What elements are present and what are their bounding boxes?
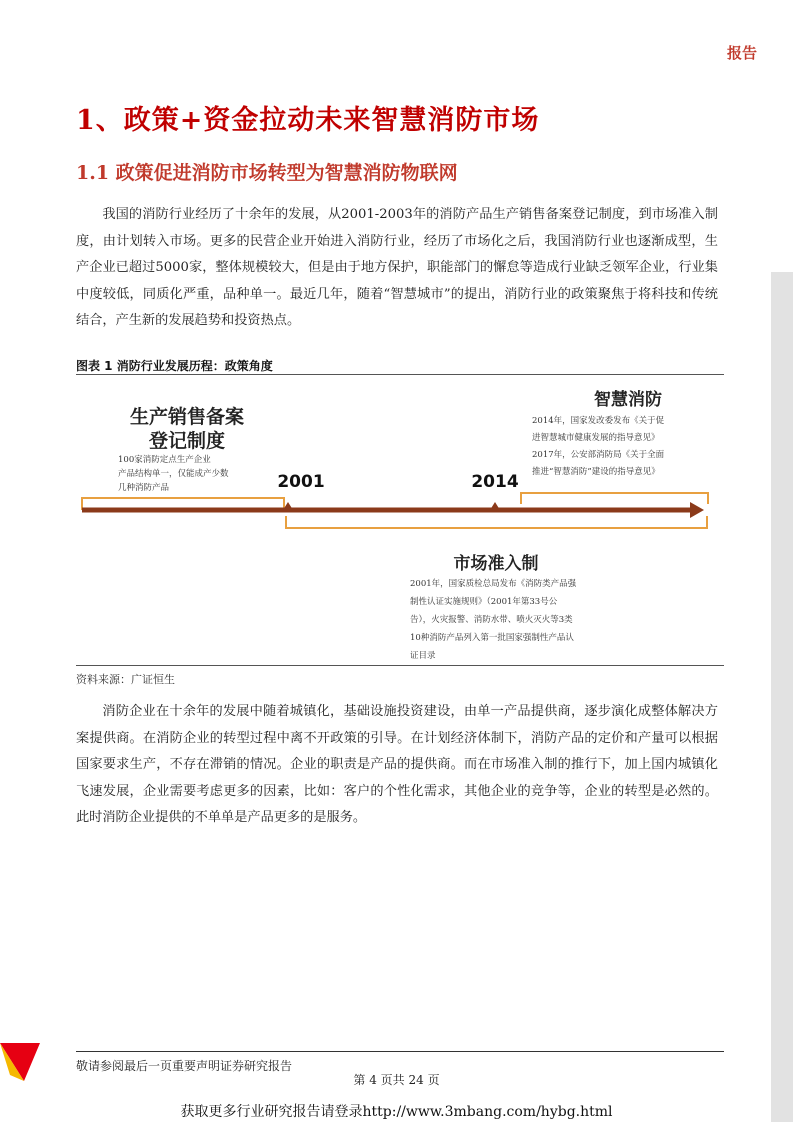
- year-2001: 2001: [277, 472, 325, 492]
- figure-source: 资料来源：广证恒生: [76, 673, 175, 686]
- stage3-desc-line4: 推进“智慧消防”建设的指导意见》: [532, 467, 660, 477]
- intro-paragraph: 我国的消防行业经历了十余年的发展，从2001-2003年的消防产品生产销售备案登记制度，到市场准入制度，由计划转入市场。更多的民营企业开始进入消防行业，经历了市场化之后，我国消防行业也逐渐成型，生产企业已超过5000家，整体规模较大，但是由于地方保护，职能部门的懈怠等造成行业缺乏领军企业，行业集中度较低，同质化严重，品种单一。最近几年，随着“智慧城市”的提出，消防行业的政策聚焦于将科技和传统结合，产生新的发展趋势和投资热点。: [76, 207, 718, 328]
- side-scroll-bar[interactable]: [771, 272, 793, 1122]
- stage2-desc-line2: 制性认证实施规则》（2001年第33号公: [410, 597, 558, 607]
- subsection-heading: 1.1 政策促进消防市场转型为智慧消防物联网: [76, 162, 458, 184]
- figure-top-rule: [76, 374, 724, 375]
- stage3-title: 智慧消防: [594, 390, 662, 410]
- body-paragraph: 消防企业在十余年的发展中随着城镇化，基础设施投资建设，由单一产品提供商，逐步演化成整体解决方案提供商。在消防企业的转型过程中离不开政策的引导。在计划经济体制下，消防产品的定价和产量可以根据国家要求生产，不存在滞销的情况。企业的职责是产品的提供商。而在市场准入制的推行下，加上国内城镇化飞速发展，企业需要考虑更多的因素，比如：客户的个性化需求，其他企业的竞争等，企业的转型是必然的。此时消防企业提供的不单单是产品更多的是服务。: [76, 704, 718, 825]
- stage1-desc: 100家消防定点生产企业: [118, 455, 211, 465]
- stage2-desc-line3: 告），火灾报警、消防水带、喷火灭火等3类: [410, 615, 573, 625]
- footer-disclaimer: 敬请参阅最后一页重要声明证券研究报告: [76, 1059, 293, 1073]
- stage3-bracket: [521, 493, 708, 504]
- stage3-desc-line3: 2017年，公安部消防局《关于全面: [532, 450, 665, 460]
- stage1-title-line2: 登记制度: [148, 430, 226, 452]
- page-number: 第 4 页共 24 页: [353, 1073, 440, 1087]
- stage1-desc-line2: 产品结构单一，仅能成产少数: [118, 469, 229, 479]
- stage2-desc-line4: 10种消防产品列入第一批国家强制性产品认: [410, 633, 574, 643]
- stage1-desc-line3: 几种消防产品: [118, 483, 170, 493]
- download-link[interactable]: 获取更多行业研究报告请登录http://www.3mbang.com/hybg.html: [180, 1104, 613, 1120]
- stage3-desc-line2: 进智慧城市健康发展的指导意见》: [532, 433, 660, 443]
- stage2-title: 市场准入制: [453, 554, 539, 574]
- stage2-desc: 2001年，国家质检总局发布《消防类产品强: [410, 579, 577, 589]
- timeline-figure: [76, 378, 724, 663]
- report-tag: 报告: [726, 44, 757, 62]
- year-2014: 2014: [471, 472, 519, 492]
- marker-2014: [490, 502, 500, 510]
- footer-rule: [76, 1051, 724, 1052]
- section-heading: 1、政策+资金拉动未来智慧消防市场: [76, 105, 540, 136]
- figure-bottom-rule: [76, 665, 724, 666]
- stage1-title: 生产销售备案: [129, 406, 245, 428]
- stage2-bracket: [286, 516, 707, 528]
- stage2-desc-line5: 证目录: [410, 651, 436, 661]
- stage3-desc: 2014年，国家发改委发布《关于促: [532, 416, 665, 426]
- figure-title: 图表 1 消防行业发展历程：政策角度: [76, 359, 273, 373]
- timeline-arrow: [690, 502, 704, 518]
